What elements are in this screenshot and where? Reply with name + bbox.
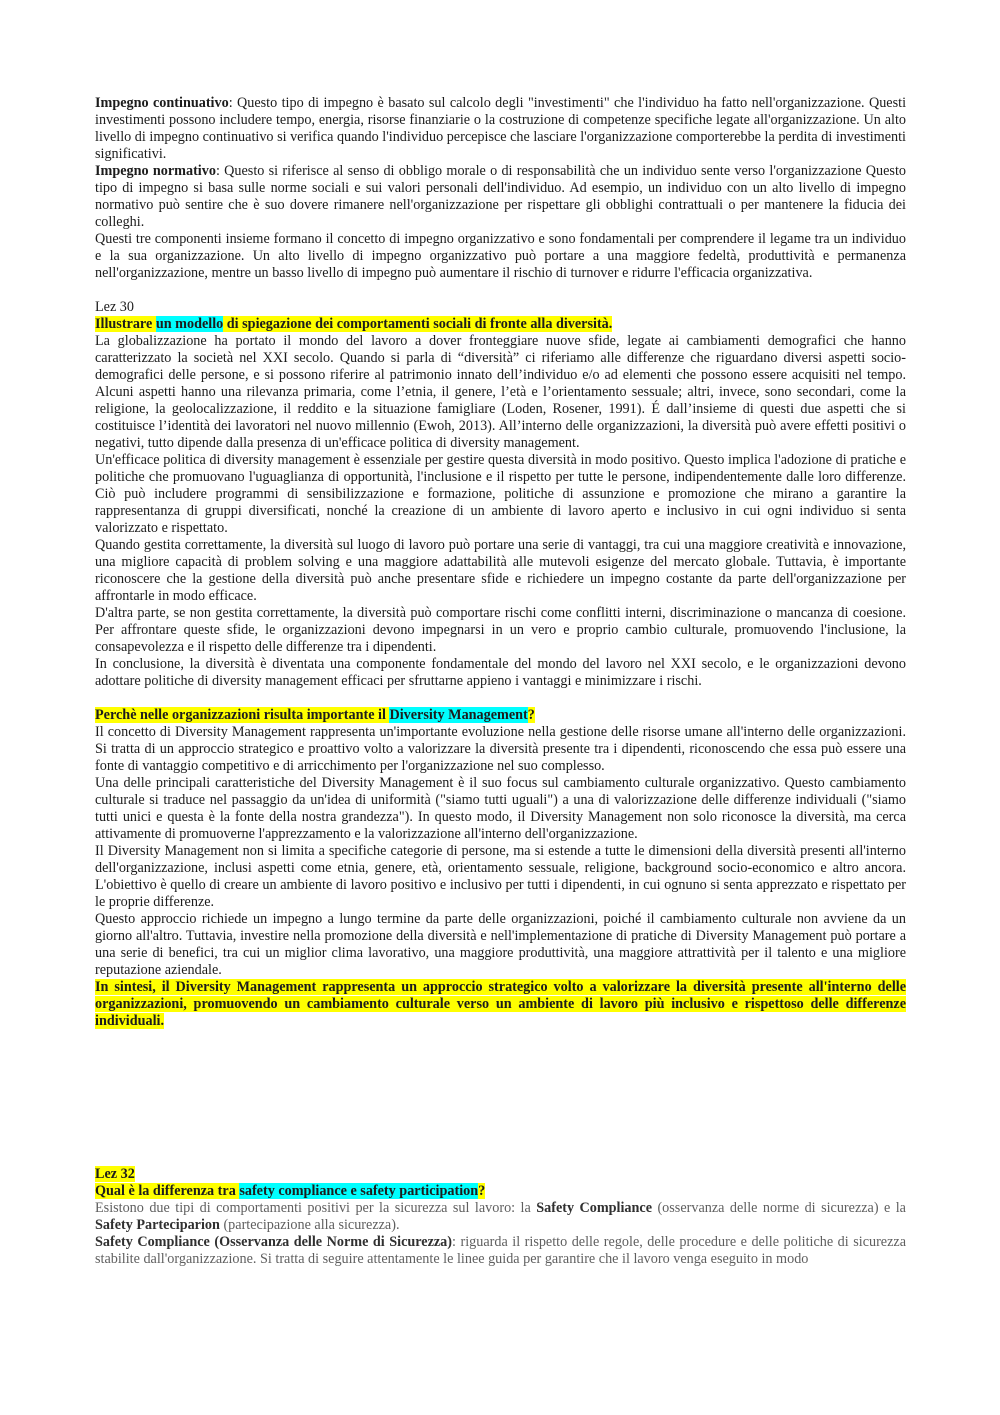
lesson-label-32 <box>95 1166 906 1183</box>
paragraph-globalizzazione: La globalizzazione ha portato il mondo del lavoro a dover fronteggiare nuove sfide, legate ai cambiamenti demografici che hanno caratterizzato la società nel XXI secolo. Quando si parla di “diversità” ci riferiamo alle differenze che riguardano diversi aspetti socio-demografici delle persone, e si possono riferire al patrimonio innato dell’individuo e/o ad elementi che possono essere acquisiti nel tempo. Alcuni aspetti hanno una rilevanza primaria, come l’etnia, il genere, l’età e l’orientamento sessuale; altri, invece, sono secondari, come la religione, la geolocalizzazione, il reddito e la situazione famigliare (Loden, Rosener, 1991). É dall’insieme di questi due aspetti che si costituisce l’identità dei lavoratori nel nuovo millennio (Ewoh, 2013). All’interno delle organizzazioni, la diversità può avere effetti positivi o negativi, tutto dipende dalla presenza di un'efficace politica di diversity management. <box>95 333 906 451</box>
heading-part: Qual è la differenza tra <box>95 1183 240 1199</box>
paragraph-safety-compliance <box>95 1234 906 1268</box>
paragraph-politica-dm: Un'efficace politica di diversity management è essenziale per gestire questa diversità in modo positivo. Questo implica l'adozione di pratiche e politiche che promuovano l'uguaglianza di opportunità, l'inclusione e il rispetto per tutte le persone, indipendentemente dalle loro differenze. Ciò può includere programmi di sensibilizzazione e formazione, politiche di assunzione e promozione che mirano a garantire la rappresentanza di gruppi diversificati, nonché la creazione di un ambiente di lavoro aperto e inclusivo in cui ogni individuo si senta valorizzato e rispettato. <box>95 452 906 536</box>
term-safety-participation: Safety Parteciparion <box>95 1217 220 1233</box>
heading-part-cyan: Diversity Management <box>389 707 528 723</box>
heading-part: Perchè nelle organizzazioni risulta importante il <box>95 707 390 723</box>
paragraph-concetto-dm: Il concetto di Diversity Management rappresenta un'importante evoluzione nella gestione delle risorse umane all'interno delle organizzazioni. Si tratta di un approccio strategico e proattivo volto a valorizzare la diversità presente tra i dipendenti, riconoscendo che essa può essere una fonte di vantaggio competitivo e di arricchimento per l'organizzazione nel suo complesso. <box>95 724 906 774</box>
question-heading-safety <box>95 1183 906 1200</box>
paragraph-sintesi-dm <box>95 979 906 1030</box>
paragraph-dimensioni-dm: Il Diversity Management non si limita a specifiche categorie di persone, ma si estende a tutte le dimensioni della diversità presenti all'interno dell'organizzazione, inclusi aspetti come etnia, genere, età, orientamento sessuale, religione, background socio-economico e altro ancora. L'obiettivo è quello di creare un ambiente di lavoro positivo e inclusivo per tutti i dipendenti, in cui ognuno si senta apprezzato e rispettato per le proprie differenze. <box>95 843 906 910</box>
paragraph-text: : Questo tipo di impegno è basato sul calcolo degli "investimenti" che l'individuo ha fatto nell'organizzazione. Questi investimenti possono includere tempo, energia, risorse finanziarie o la costruzione di competenze specifiche legate all'organizzazione. Un alto livello di impegno continuativo si verifica quando l'individuo percepisce che lasciare l'organizzazione comporterebbe la perdita di investimenti significativi. <box>95 95 907 162</box>
paragraph-rischi: D'altra parte, se non gestita correttamente, la diversità può comportare rischi come conflitti interni, discriminazione o mancanza di coesione. Per affrontare queste sfide, le organizzazioni devono impegnarsi in un vero e proprio cambio culturale, promuovendo l'inclusione, la consapevolezza e il rispetto delle differenze tra i dipendenti. <box>95 605 906 655</box>
heading-part: Illustrare <box>95 316 156 332</box>
paragraph-text: : Questo si riferisce al senso di obbligo morale o di responsabilità che un individuo sente verso l'organizzazione Questo tipo di impegno si basa sulle norme sociali e sui valori personali dell'individuo. Ad esempio, un individuo con un alto livello di impegno normativo può sentire che è suo dovere rimanere nell'organizzazione per rispettare gli obblighi contrattuali o per mantenere la fiducia dei colleghi. <box>95 163 906 230</box>
heading-part: di spiegazione dei comportamenti sociali di fronte alla diversità. <box>223 316 613 332</box>
paragraph-impegno-continuativo <box>95 95 906 163</box>
heading-part: ? <box>478 1183 486 1199</box>
blank-line <box>95 282 906 299</box>
highlighted-summary: In sintesi, il Diversity Management rappresenta un approccio strategico volto a valorizzare la diversità presente all'interno delle organizzazioni, promuovendo un cambiamento culturale verso un ambiente di lavoro più inclusivo e rispettoso delle differenze individuali. <box>95 979 906 1029</box>
heading-part-cyan: un modello <box>155 316 224 332</box>
paragraph-caratteristiche-dm: Una delle principali caratteristiche del Diversity Management è il suo focus sul cambiamento culturale organizzativo. Questo cambiamento culturale si traduce nel passaggio da un'idea di uniformità ("siamo tutti uguali") a una di valorizzazione delle differenze individuali ("siamo tutti unici e questa è la fonte della nostra grandezza"). In questo modo, il Diversity Management non solo riconosce la diversità, ma cerca attivamente di promuoverne l'apprezzamento e la valorizzazione all'interno dell'organizzazione. <box>95 775 906 842</box>
term-impegno-continuativo: Impegno continuativo <box>95 95 229 111</box>
blank-space <box>95 1030 906 1166</box>
text-run: Esistono due tipi di comportamenti positivi per la sicurezza sul lavoro: la <box>95 1200 537 1216</box>
paragraph-safety-intro <box>95 1200 906 1234</box>
question-heading-diversita <box>95 316 906 333</box>
lesson-label-30: Lez 30 <box>95 299 134 315</box>
term-safety-compliance: Safety Compliance <box>536 1200 653 1216</box>
text-run: (partecipazione alla sicurezza). <box>219 1217 400 1233</box>
text-run: (osservanza delle norme di sicurezza) e la <box>652 1200 906 1216</box>
question-heading-dm <box>95 707 906 724</box>
heading-part: ? <box>527 707 535 723</box>
term-impegno-normativo: Impegno normativo <box>95 163 216 179</box>
term-safety-compliance-full: Safety Compliance (Osservanza delle Norme di Sicurezza) <box>95 1234 453 1250</box>
paragraph-impegno-lungo-termine: Questo approccio richiede un impegno a lungo termine da parte delle organizzazioni, poiché il cambiamento culturale non avviene da un giorno all'altro. Tuttavia, investire nella promozione della diversità e nell'implementazione di pratiche di Diversity Management può portare a una serie di benefici, tra cui un miglior clima lavorativo, una maggiore produttività, una maggiore attrattività per il talento e una migliore reputazione aziendale. <box>95 911 906 978</box>
paragraph-impegno-conclusion: Questi tre componenti insieme formano il concetto di impegno organizzativo e sono fondamentali per comprendere il legame tra un individuo e la sua organizzazione. Un alto livello di impegno organizzativo può portare a una maggiore fedeltà, produttività e permanenza nell'organizzazione, mentre un basso livello di impegno può aumentare il rischio di turnover e ridurre l'efficacia organizzativa. <box>95 231 906 281</box>
paragraph-conclusione: In conclusione, la diversità è diventata una componente fondamentale del mondo del lavoro nel XXI secolo, e le organizzazioni devono adottare politiche di diversity management efficaci per sfruttarne appieno i vantaggi e minimizzare i rischi. <box>95 656 906 689</box>
document-page <box>95 95 906 1268</box>
heading-part-cyan: safety compliance e safety participation <box>239 1183 479 1199</box>
blank-line <box>95 690 906 707</box>
text-run: : riguarda il rispetto delle regole, delle procedure e delle politiche di sicurezza stabilite dall'organizzazione. Si tratta di seguire attentamente le linee guida per garantire che il lavoro venga eseguito in modo <box>95 1234 906 1267</box>
lesson-label-text: Lez 32 <box>95 1166 135 1182</box>
paragraph-vantaggi: Quando gestita correttamente, la diversità sul luogo di lavoro può portare una serie di vantaggi, tra cui una maggiore creatività e innovazione, una migliore capacità di problem solving e una maggiore adattabilità alle mutevoli esigenze del mercato globale. Tuttavia, è importante riconoscere che la gestione della diversità può anche presentare sfide e richiedere un impegno costante da parte dell'organizzazione per affrontarle in modo efficace. <box>95 537 906 604</box>
paragraph-impegno-normativo <box>95 163 906 231</box>
